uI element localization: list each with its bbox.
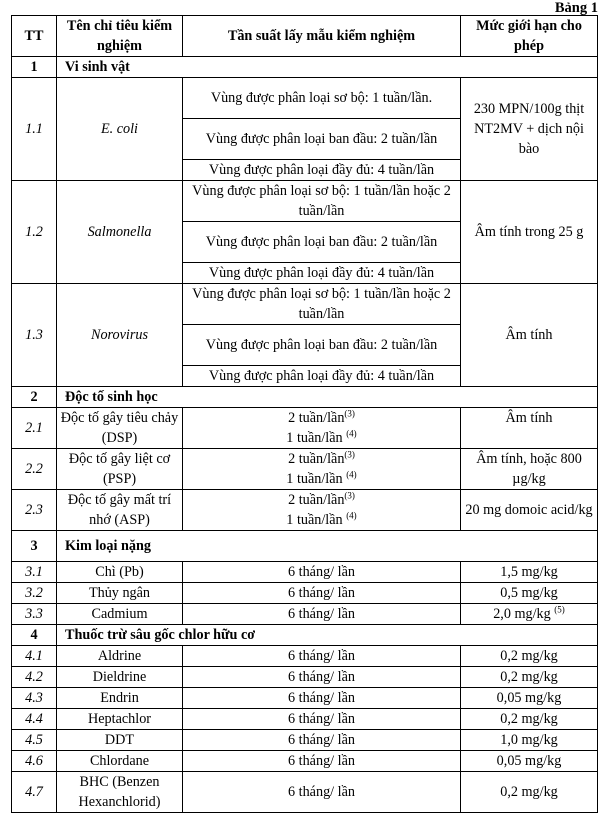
frequency-cell: 6 tháng/ lần <box>183 667 461 688</box>
indicator-name: Aldrine <box>57 646 183 667</box>
limit-cell: 0,2 mg/kg <box>461 772 598 813</box>
frequency-line: 1 tuần/lần <box>286 512 343 528</box>
frequency-cell: Vùng được phân loại đầy đủ: 4 tuần/lần <box>183 160 461 181</box>
footnote-ref: (3) <box>344 449 355 460</box>
indicator-name: Độc tố gây mất trí nhớ (ASP) <box>57 490 183 531</box>
table-row <box>12 646 598 667</box>
table-row <box>12 604 598 625</box>
table-row <box>12 562 598 583</box>
row-number: 1.1 <box>12 78 57 181</box>
frequency-cell: Vùng được phân loại đầy đủ: 4 tuần/lần <box>183 263 461 284</box>
header-limit: Mức giới hạn cho phép <box>461 16 598 57</box>
limit-cell: 1,0 mg/kg <box>461 730 598 751</box>
section-row <box>12 625 598 646</box>
limit-cell: 0,2 mg/kg <box>461 667 598 688</box>
frequency-cell: Vùng được phân loại đầy đủ: 4 tuần/lần <box>183 366 461 387</box>
indicator-name: Độc tố gây liệt cơ (PSP) <box>57 449 183 490</box>
section-number: 4 <box>12 625 57 646</box>
frequency-cell: 6 tháng/ lần <box>183 646 461 667</box>
table-row <box>12 772 598 813</box>
standards-table <box>11 15 598 813</box>
table-row <box>12 730 598 751</box>
indicator-name: E. coli <box>57 78 183 181</box>
header-name: Tên chỉ tiêu kiểm nghiệm <box>57 16 183 57</box>
table-row <box>12 449 598 490</box>
limit-cell <box>461 604 598 625</box>
limit-cell: Âm tính <box>461 284 598 387</box>
header-frequency: Tần suất lấy mẫu kiểm nghiệm <box>183 16 461 57</box>
frequency-line: 1 tuần/lần <box>286 471 343 487</box>
frequency-cell: Vùng được phân loại sơ bộ: 1 tuần/lần. <box>183 78 461 119</box>
section-row <box>12 531 598 562</box>
frequency-line: 2 tuần/lần <box>288 410 345 426</box>
indicator-name: BHC (Benzen Hexanchlorid) <box>57 772 183 813</box>
row-number: 3.2 <box>12 583 57 604</box>
indicator-name: Heptachlor <box>57 709 183 730</box>
table-row <box>12 667 598 688</box>
indicator-name: Thủy ngân <box>57 583 183 604</box>
frequency-cell: Vùng được phân loại ban đầu: 2 tuần/lần <box>183 222 461 263</box>
frequency-cell: 6 tháng/ lần <box>183 562 461 583</box>
frequency-cell: 6 tháng/ lần <box>183 583 461 604</box>
table-row <box>12 583 598 604</box>
section-number: 2 <box>12 387 57 408</box>
indicator-name: Độc tố gây tiêu chảy (DSP) <box>57 408 183 449</box>
frequency-cell: 6 tháng/ lần <box>183 604 461 625</box>
frequency-cell <box>183 408 461 449</box>
footnote-ref: (4) <box>346 510 357 521</box>
header-tt: TT <box>12 16 57 57</box>
row-number: 2.1 <box>12 408 57 449</box>
table-row <box>12 490 598 531</box>
table-row <box>12 408 598 449</box>
limit-cell: 20 mg domoic acid/kg <box>461 490 598 531</box>
limit-cell: 0,2 mg/kg <box>461 709 598 730</box>
frequency-cell: 6 tháng/ lần <box>183 751 461 772</box>
table-row <box>12 751 598 772</box>
row-number: 4.2 <box>12 667 57 688</box>
indicator-name: Endrin <box>57 688 183 709</box>
footnote-ref: (3) <box>344 408 355 419</box>
row-number: 2.3 <box>12 490 57 531</box>
footnote-ref: (4) <box>346 469 357 480</box>
indicator-name: Cadmium <box>57 604 183 625</box>
row-number: 4.7 <box>12 772 57 813</box>
limit-value: 2,0 mg/kg <box>493 606 551 622</box>
limit-cell: 0,2 mg/kg <box>461 646 598 667</box>
limit-cell: 230 MPN/100g thịt NT2MV + dịch nội bào <box>461 78 598 181</box>
limit-cell: Âm tính trong 25 g <box>461 181 598 284</box>
section-row <box>12 387 598 408</box>
frequency-line: 2 tuần/lần <box>288 451 345 467</box>
row-number: 1.3 <box>12 284 57 387</box>
table-row <box>12 78 598 119</box>
indicator-name: Chì (Pb) <box>57 562 183 583</box>
frequency-cell: 6 tháng/ lần <box>183 688 461 709</box>
row-number: 4.1 <box>12 646 57 667</box>
limit-cell: Âm tính <box>461 408 598 449</box>
limit-cell: 0,5 mg/kg <box>461 583 598 604</box>
row-number: 4.4 <box>12 709 57 730</box>
table-row <box>12 284 598 325</box>
frequency-line: 1 tuần/lần <box>286 430 343 446</box>
table-row <box>12 181 598 222</box>
indicator-name: Salmonella <box>57 181 183 284</box>
footnote-ref: (4) <box>346 428 357 439</box>
indicator-name: Norovirus <box>57 284 183 387</box>
limit-cell: Âm tính, hoặc 800 µg/kg <box>461 449 598 490</box>
frequency-cell <box>183 490 461 531</box>
section-title: Vi sinh vật <box>57 57 598 78</box>
frequency-cell: Vùng được phân loại ban đầu: 2 tuần/lần <box>183 325 461 366</box>
table-row <box>12 688 598 709</box>
header-row <box>12 16 598 57</box>
table-caption: Bảng 1 <box>554 0 598 16</box>
row-number: 1.2 <box>12 181 57 284</box>
row-number: 3.3 <box>12 604 57 625</box>
row-number: 4.3 <box>12 688 57 709</box>
section-title: Độc tố sinh học <box>57 387 598 408</box>
row-number: 3.1 <box>12 562 57 583</box>
footnote-ref: (5) <box>554 604 565 615</box>
limit-cell: 0,05 mg/kg <box>461 751 598 772</box>
section-number: 1 <box>12 57 57 78</box>
indicator-name: Dieldrine <box>57 667 183 688</box>
section-title: Thuốc trừ sâu gốc chlor hữu cơ <box>57 625 598 646</box>
frequency-line: 2 tuần/lần <box>288 492 345 508</box>
section-number: 3 <box>12 531 57 562</box>
frequency-cell: 6 tháng/ lần <box>183 730 461 751</box>
frequency-cell <box>183 449 461 490</box>
table-row <box>12 709 598 730</box>
frequency-cell: Vùng được phân loại sơ bộ: 1 tuần/lần hoặc 2 tuần/lần <box>183 284 461 325</box>
frequency-cell: 6 tháng/ lần <box>183 772 461 813</box>
footnote-ref: (3) <box>344 490 355 501</box>
indicator-name: Chlordane <box>57 751 183 772</box>
row-number: 4.6 <box>12 751 57 772</box>
limit-cell: 0,05 mg/kg <box>461 688 598 709</box>
frequency-cell: Vùng được phân loại sơ bộ: 1 tuần/lần hoặc 2 tuần/lần <box>183 181 461 222</box>
row-number: 2.2 <box>12 449 57 490</box>
row-number: 4.5 <box>12 730 57 751</box>
frequency-cell: Vùng được phân loại ban đầu: 2 tuần/lần <box>183 119 461 160</box>
indicator-name: DDT <box>57 730 183 751</box>
frequency-cell: 6 tháng/ lần <box>183 709 461 730</box>
section-title: Kim loại nặng <box>57 531 598 562</box>
section-row <box>12 57 598 78</box>
limit-cell: 1,5 mg/kg <box>461 562 598 583</box>
